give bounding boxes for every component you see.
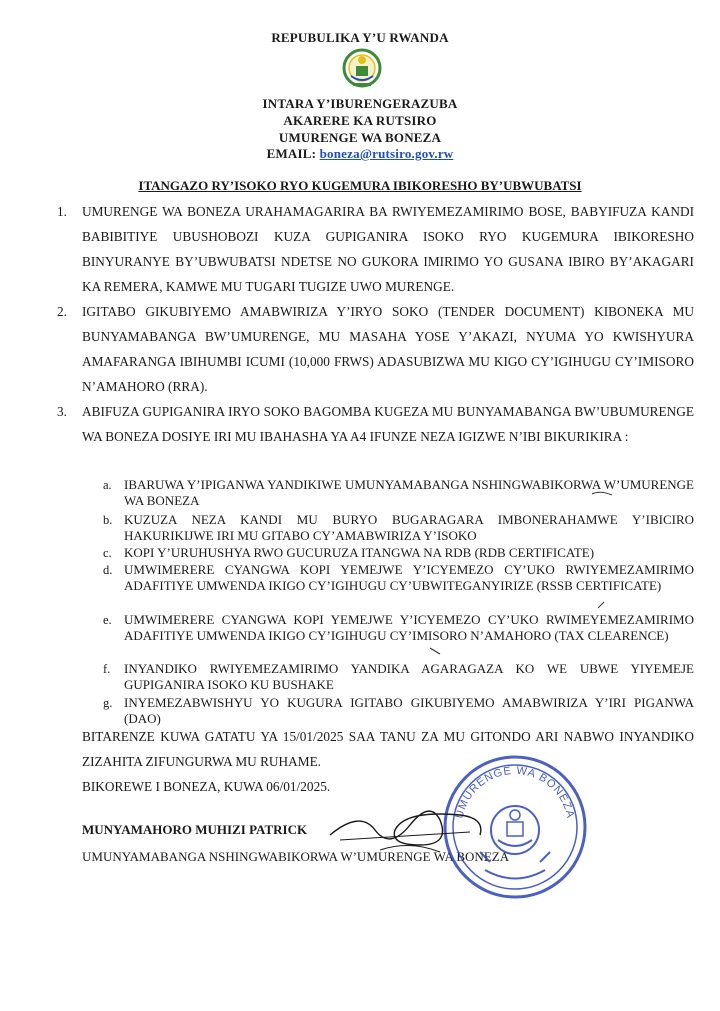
- signatory-title: UMUNYAMABANGA NSHINGWABIKORWA W’UMURENGE WA BONEZA: [82, 849, 510, 864]
- subitem-letter: e.: [103, 613, 112, 627]
- subitem-letter: g.: [103, 696, 113, 710]
- subitem-text: UMWIMERERE CYANGWA KOPI YEMEJWE Y’ICYEMEZO CY’UKO RWIYEMEZAMIRIMO ADAFITIYE UMWENDA IKIGO CY’IGIHUGU CY’UBWITEGANYIRIZE (RSSB CERTIFICATE): [124, 562, 694, 593]
- pen-mark-icon: [590, 490, 614, 498]
- deadline-text: BITARENZE KUWA GATATU YA 15/01/2025 SAA TANU ZA MU GITONDO ARI NABWO INYANDIKO ZIZAHITA ZIFUNGURWA MU RUHAME.: [82, 729, 694, 769]
- header-district: AKARERE KA RUTSIRO: [283, 113, 437, 128]
- pen-mark-icon: [428, 646, 442, 656]
- item-text: IGITABO GIKUBIYEMO AMABWIRIZA Y’IRYO SOKO (TENDER DOCUMENT) KIBONEKA MU BUNYAMABANGA BW’UMURENGE, MU MASAHA YOSE Y’AKAZI, NYUMA YO KWISHYURA AMAFARANGA IBIHUMBI ICUMI (10,000 FRWS) ADASUBIZWA MU KIGO CY’IGIHUGU CY’IMISORO N’AMAHORO (RRA).: [82, 304, 694, 394]
- item-number: 3.: [57, 404, 67, 419]
- header-sector: UMURENGE WA BONEZA: [278, 130, 442, 145]
- item-number: 1.: [57, 204, 67, 219]
- item-text: ABIFUZA GUPIGANIRA IRYO SOKO BAGOMBA KUGEZA MU BUNYAMABANGA BW’UBUMURENGE WA BONEZA DOSIYE IRI MU IBAHASHA YA A4 IFUNZE NEZA IGIZWE N’IBI BIKURIKIRA :: [82, 404, 694, 444]
- document-title: ITANGAZO RY’ISOKO RYO KUGEMURA IBIKORESHO BY’UBWUBATSI: [138, 178, 582, 193]
- subitem-text: INYEMEZABWISHYU YO KUGURA IGITABO GIKUBIYEMO AMABWIRIZA Y’IRI PIGANWA (DAO): [124, 695, 694, 726]
- pen-mark-icon: [596, 600, 606, 610]
- item-text: UMURENGE WA BONEZA URAHAMAGARIRA BA RWIYEMEZAMIRIMO BOSE, BABYIFUZA KANDI BABIBITIYE UBUSHOBOZI KUZA GUPIGANIRA ISOKO RYO KUGEMURA IBIKORESHO BINYURANYE BY’UBWUBATSI NDETSE NO GUKORA IMIRIMO YO GUSANA IBIRO BY’AKAGARI KA REMERA, KAMWE MU TUGARI TUGIZE UWO MURENGE.: [82, 204, 694, 294]
- handwritten-signature-icon: [320, 790, 490, 870]
- rwanda-emblem-icon: [342, 47, 382, 89]
- place-date-text: BIKOREWE I BONEZA, KUWA 06/01/2025.: [82, 779, 331, 794]
- header-email-row: [0, 146, 720, 162]
- item-number: 2.: [57, 304, 67, 319]
- subitem-letter: a.: [103, 478, 112, 492]
- header-country: REPUBULIKA Y’U RWANDA: [271, 30, 449, 45]
- email-link[interactable]: boneza@rutsiro.gov.rw: [319, 146, 454, 161]
- subitem-letter: f.: [103, 662, 111, 676]
- stamp-text: UMURENGE WA BONEZA: [453, 764, 577, 820]
- email-label: EMAIL:: [266, 146, 317, 161]
- subitem-text: UMWIMERERE CYANGWA KOPI YEMEJWE Y’ICYEMEZO CY’UKO RWIMEYEMEZAMIRIMO ADAFITIYE UMWENDA IKIGO CY’IGIHUGU CY’IMISORO N’AMAHORO (TAX CLEARENCE): [124, 612, 694, 643]
- header-province: INTARA Y’IBURENGERAZUBA: [262, 96, 458, 111]
- subitem-text: INYANDIKO RWIYEMEZAMIRIMO YANDIKA AGARAGAZA KO WE UBWE YIYEMEJE GUPIGANIRA ISOKO KU BUSHAKE: [124, 661, 694, 692]
- subitem-letter: d.: [103, 563, 113, 577]
- subitem-text: IBARUWA Y’IPIGANWA YANDIKIWE UMUNYAMABANGA NSHINGWABIKORWA W’UMURENGE WA BONEZA: [124, 477, 694, 508]
- subitem-letter: b.: [103, 513, 113, 527]
- subitem-text: KUZUZA NEZA KANDI MU BURYO BUGARAGARA IMBONERAHAMWE Y’IBICIRO HAKURIKIJWE IRI MU GITABO CY’AMABWIRIZA Y’ISOKO: [124, 512, 694, 543]
- subitem-text: KOPI Y’URUHUSHYA RWO GUCURUZA ITANGWA NA RDB (RDB CERTIFICATE): [124, 545, 595, 560]
- signatory-name: MUNYAMAHORO MUHIZI PATRICK: [82, 822, 308, 837]
- subitem-letter: c.: [103, 546, 112, 560]
